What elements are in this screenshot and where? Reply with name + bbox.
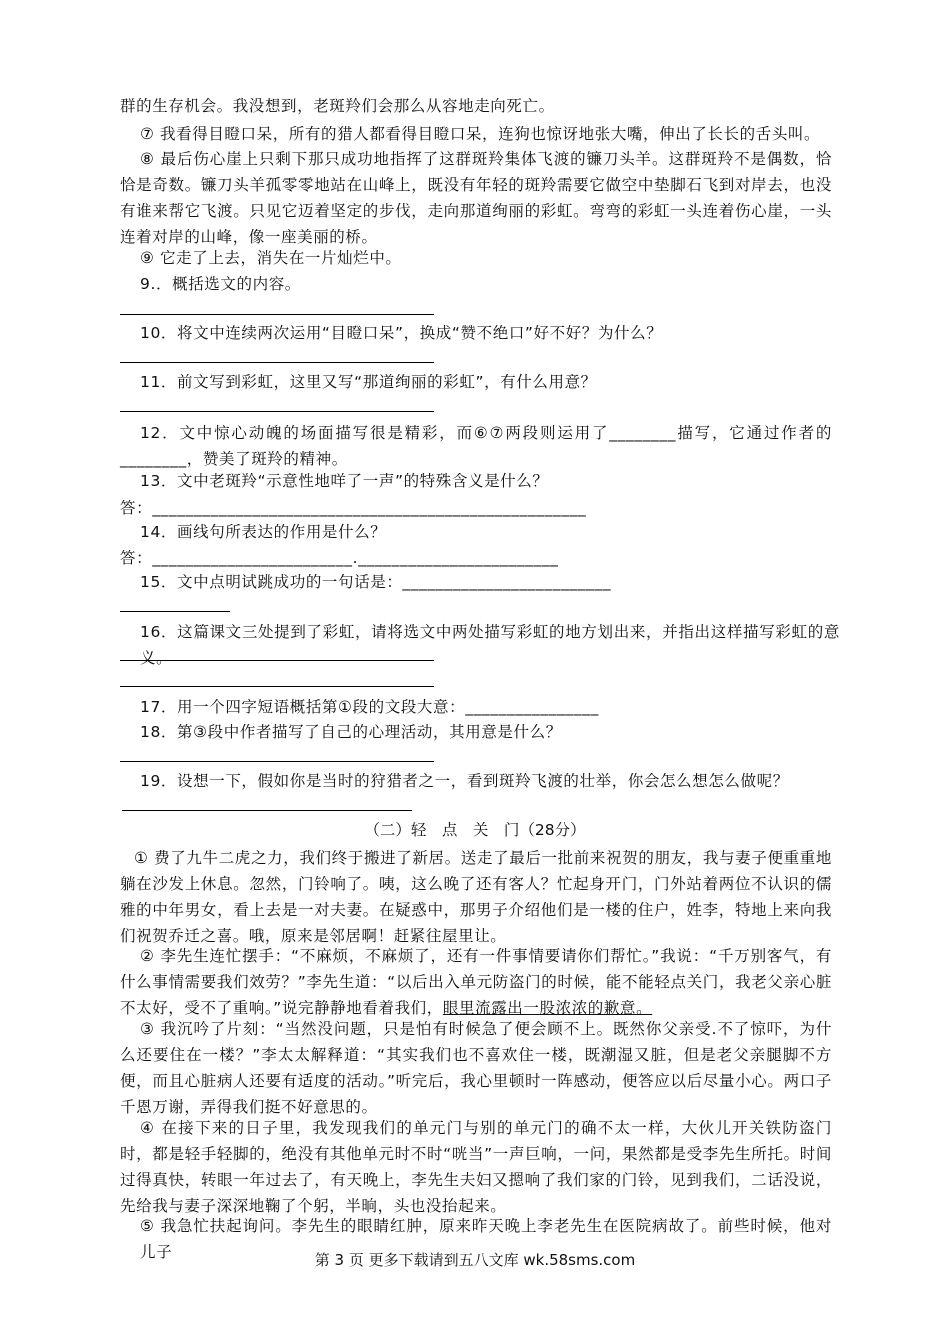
question-9: 9.．概括选文的内容。 <box>140 275 301 293</box>
question-13: 13．文中老斑羚“示意性地咩了一声”的特殊含义是什么？ <box>140 472 549 490</box>
question-18: 18．第③段中作者描写了自己的心理活动，其用意是什么？ <box>140 723 562 741</box>
answer-line <box>120 314 434 315</box>
question-12: 12．文中惊心动魄的场面描写很是精彩，而⑥⑦两段则运用了________描写，它通过作者的________，赞美了斑羚的精神。 <box>120 424 832 468</box>
answer-13: 答：____________________________________________________ <box>120 499 587 517</box>
answer-line <box>120 686 434 687</box>
text-paragraph: 群的生存机会。我没想到，老斑羚们会那么从容地走向死亡。 <box>120 97 555 115</box>
text-paragraph: ⑨ 它走了上去，消失在一片灿烂中。 <box>140 249 402 267</box>
question-14: 14．画线句所表达的作用是什么？ <box>140 523 387 541</box>
question-17: 17．用一个四字短语概括第①段的文段大意：________________ <box>140 698 599 716</box>
question-15: 15．文中点明试跳成功的一句话是：_________________________ <box>140 573 612 591</box>
story-paragraph-1: ① 费了九牛二虎之力，我们终于搬进了新居。送走了最后一批前来祝贺的朋友，我与妻子便重重地躺在沙发上休息。忽然，门铃响了。咦，这么晚了还有客人？忙起身开门，门外站着两位不认识的儒雅的中年男女，看上去是一对夫妻。在疑惑中，那男子介绍他们是一楼的住户，姓李，特地上来向我们祝贺乔迁之喜。哦，原来是邻居啊！赶紧往屋里让。 <box>120 849 832 945</box>
underlined-sentence: 眼里流露出一股浓浓的歉意。 <box>442 999 653 1017</box>
answer-line <box>120 611 230 612</box>
answer-line <box>120 411 434 412</box>
answer-line <box>120 761 434 762</box>
answer-line <box>122 810 412 811</box>
story-paragraph-4: ④ 在接下来的日子里，我发现我们的单元门与别的单元门的确不太一样，大伙儿开关铁防盗门时，都是轻手轻脚的，绝没有其他单元时不时“咣当”一声巨响，一问，果然都是受李先生所托。时间过得真快，转眼一年过去了，有天晚上，李先生夫妇又摁响了我们家的门铃，见到我们，二话没说，先给我与妻子深深地鞠了个躬，半晌，头也没抬起来。 <box>120 1119 832 1215</box>
question-16: 16．这篇课文三处提到了彩虹，请将选文中两处描写彩虹的地方划出来，并指出这样描写彩虹的意义。 <box>140 623 840 667</box>
question-11: 11．前文写到彩虹，这里又写“那道绚丽的彩虹”，有什么用意？ <box>140 373 597 391</box>
page-footer: 第 3 页 更多下载请到五八文库 wk.58sms.com <box>314 1251 636 1269</box>
section-title: （二）轻 点 关 门（28分） <box>364 821 586 839</box>
story-paragraph-5: ⑤ 我急忙扶起询问。李先生的眼睛红肿，原来昨天晚上李老先生在医院病故了。前些时候，他对儿子 <box>140 1217 832 1261</box>
answer-line <box>120 660 434 661</box>
text-paragraph: ⑦ 我看得目瞪口呆，所有的猎人都看得目瞪口呆，连狗也惊讶地张大嘴，伸出了长长的舌头叫。 <box>140 125 821 143</box>
text-paragraph: ⑧ 最后伤心崖上只剩下那只成功地指挥了这群斑羚集体飞渡的镰刀头羊。这群斑羚不是偶数，恰恰是奇数。镰刀头羊孤零零地站在山峰上，既没有年轻的斑羚需要它做空中垫脚石飞到对岸去，也没有谁来帮它飞渡。只见它迈着坚定的步伐，走向那道绚丽的彩虹。弯弯的彩虹一头连着伤心崖，一头连着对岸的山峰，像一座美丽的桥。 <box>120 150 832 246</box>
question-19: 19．设想一下，假如你是当时的狩猎者之一，看到斑羚飞渡的壮举，你会怎么想怎么做呢？ <box>140 772 789 790</box>
story-paragraph-2 <box>120 943 832 1021</box>
story-paragraph-3: ③ 我沉吟了片刻：“当然没问题，只是怕有时候急了便会顾不上。既然你父亲受.不了惊吓，为什么还要住在一楼？”李太太解释道：“其实我们也不喜欢住一楼，既潮湿又脏，但是老父亲腿脚不方便，而且心脏病人还要有适度的活动。”听完后，我心里顿时一阵感动，便答应以后尽量小心。两口子千恩万谢，弄得我们挺不好意思的。 <box>120 1020 832 1116</box>
story-text: ② 李先生连忙摆手：“不麻烦，不麻烦了，还有一件事情要请你们帮忙。”我说：“千万别客气，有什么事情需要我们效劳？”李先生道：“以后出入单元防盗门的时候，能不能轻点关门，我老父亲心脏不太好，受不了重响。”说完静静地看着我们， <box>120 947 832 1017</box>
answer-line <box>120 362 434 363</box>
answer-14: 答：________________________.________________________ <box>120 549 559 567</box>
question-10: 10．将文中连续两次运用“目瞪口呆”，换成“赞不绝口”好不好？为什么？ <box>140 324 663 342</box>
